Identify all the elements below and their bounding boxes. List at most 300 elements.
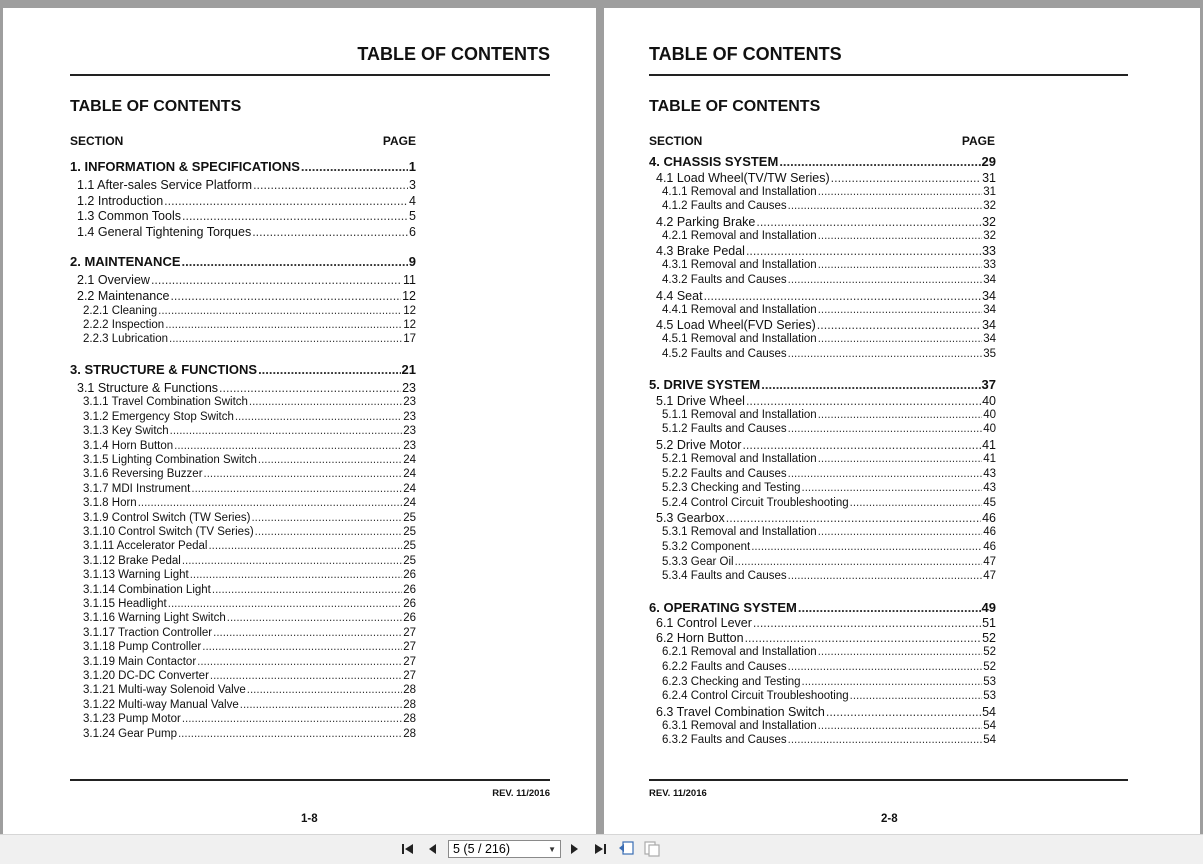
toc-subsection-entry[interactable]	[656, 631, 996, 645]
toc-entry-page: 23	[402, 380, 416, 395]
toc-entry-title: 5.2.4 Control Circuit Troubleshooting	[662, 496, 849, 509]
toc-entry-page: 27	[403, 641, 416, 654]
dot-leader	[788, 570, 983, 582]
toc-item-entry[interactable]	[662, 720, 996, 732]
previous-page-icon[interactable]	[422, 840, 442, 858]
dot-leader	[850, 497, 983, 509]
toc-entry-title: 3.1.23 Pump Motor	[83, 713, 181, 726]
dot-leader	[178, 728, 402, 740]
dot-leader	[831, 171, 981, 185]
toc-item-entry[interactable]	[83, 612, 416, 624]
toc-entry-title: 3.1.19 Main Contactor	[83, 655, 197, 668]
toc-entry-title: 3.1.14 Combination Light	[83, 583, 211, 596]
toc-entry-page: 23	[403, 439, 416, 452]
page-selector[interactable]	[448, 840, 561, 858]
toc-entry-title: 4.2 Parking Brake	[656, 214, 756, 229]
toc-item-entry[interactable]	[662, 556, 996, 568]
toc-entry-page: 23	[403, 410, 416, 423]
toc-entry-title: 6.2.2 Faults and Causes	[662, 660, 787, 673]
toc-entry-page: 47	[983, 555, 996, 568]
dot-leader	[850, 690, 983, 702]
dot-leader	[818, 453, 982, 465]
toc-entry-title: 3.1.20 DC-DC Converter	[83, 670, 209, 682]
toc-entry-title: 5.3 Gearbox	[656, 511, 725, 526]
toc-item-entry[interactable]	[662, 333, 996, 345]
toc-entry-title: 5.1.2 Faults and Causes	[662, 423, 787, 436]
toc-entry-page: 46	[983, 541, 996, 553]
dot-leader	[726, 511, 981, 525]
dot-leader	[208, 540, 402, 552]
page-column-label: PAGE	[961, 134, 995, 148]
header-divider	[70, 74, 550, 76]
toc-entry-page: 33	[982, 244, 996, 259]
toc-section-entry[interactable]	[649, 600, 996, 615]
toc-item-entry[interactable]	[83, 333, 416, 345]
toc-entry-title: 3.1.6 Reversing Buzzer	[83, 468, 203, 481]
toc-item-entry[interactable]	[83, 305, 416, 317]
toc-entry-page: 27	[403, 670, 416, 682]
toc-entry-page: 12	[403, 319, 416, 331]
toc-entry-title: 3.1.9 Control Switch (TW Series)	[83, 511, 251, 524]
footer-divider	[649, 779, 1128, 781]
left-page	[3, 8, 596, 834]
toc-entry-title: 2.2.1 Cleaning	[83, 304, 158, 317]
toc-entry-page: 43	[983, 482, 996, 495]
toc-entry-title: 5.3.2 Component	[662, 541, 751, 553]
dot-leader	[788, 348, 983, 360]
toc-entry-title: 6.3.2 Faults and Causes	[662, 734, 787, 747]
dot-leader	[788, 274, 983, 286]
toc-entry-page: 5	[409, 209, 416, 224]
toc-entry-page: 53	[983, 675, 996, 688]
toc-entry-page: 24	[403, 468, 416, 481]
toc-item-entry[interactable]	[662, 423, 996, 435]
toc-item-entry[interactable]	[83, 497, 416, 509]
dot-leader	[191, 483, 402, 495]
toc-item-entry[interactable]	[83, 319, 416, 331]
toc-entry-page: 28	[403, 684, 416, 697]
toc-section-entry[interactable]	[70, 159, 416, 174]
dot-leader	[818, 186, 982, 198]
toc-item-entry[interactable]	[83, 699, 416, 711]
toc-entry-title: 3.1.13 Warning Light	[83, 569, 189, 582]
first-page-icon[interactable]	[398, 840, 418, 858]
toc-entry-title: 3.1.18 Pump Controller	[83, 641, 202, 654]
toc-entry-title: 3.1.4 Horn Button	[83, 439, 174, 452]
toc-entry-title: 4.4.1 Removal and Installation	[662, 303, 817, 316]
toc-entry-title: 1.4 General Tightening Torques	[77, 224, 252, 239]
dot-leader	[826, 705, 981, 719]
toc-entry-title: 3.1.12 Brake Pedal	[83, 554, 181, 567]
toc-item-entry[interactable]	[662, 348, 996, 360]
toc-entry-page: 51	[982, 616, 996, 631]
toc-entry-title: 5.2.2 Faults and Causes	[662, 467, 787, 480]
toc-item-entry[interactable]	[662, 409, 996, 421]
dot-leader	[746, 244, 981, 258]
toc-section-entry[interactable]	[649, 377, 996, 392]
toc-entry-page: 40	[983, 423, 996, 436]
toc-entry-title: 3.1.11 Accelerator Pedal	[83, 540, 208, 553]
toc-section-entry[interactable]	[70, 362, 416, 377]
dot-leader	[168, 598, 402, 610]
toc-subsection-entry[interactable]	[656, 215, 996, 229]
toc-entry-title: 4.1.1 Removal and Installation	[662, 185, 817, 198]
toc-item-entry[interactable]	[83, 396, 416, 408]
toc-entry-page: 32	[983, 229, 996, 242]
toc-entry-page: 24	[403, 454, 416, 466]
toc-entry-title: 4.5.2 Faults and Causes	[662, 347, 787, 360]
toc-entry-title: 3.1.21 Multi-way Solenoid Valve	[83, 684, 246, 697]
toc-item-entry[interactable]	[662, 468, 996, 480]
dot-leader	[235, 411, 402, 423]
toc-subsection-entry[interactable]	[656, 705, 996, 719]
toc-item-entry[interactable]	[662, 661, 996, 673]
toc-entry-page: 26	[403, 583, 416, 596]
toc-item-entry[interactable]	[662, 482, 996, 494]
toc-entry-title: 6.3.1 Removal and Installation	[662, 719, 817, 732]
toc-item-entry[interactable]	[662, 200, 996, 212]
toc-entry-page: 43	[983, 467, 996, 480]
toc-entry-title: 4.5 Load Wheel(FVD Series)	[656, 318, 816, 333]
dot-leader	[182, 254, 408, 269]
dot-leader	[182, 209, 408, 223]
toc-subsection-entry[interactable]	[656, 318, 996, 332]
toc-item-entry[interactable]	[83, 454, 416, 466]
dot-leader	[169, 333, 402, 345]
toc-item-entry[interactable]	[83, 555, 416, 567]
toc-entry-title: 3.1.24 Gear Pump	[83, 727, 177, 740]
toc-subsection-entry[interactable]	[77, 289, 416, 303]
dot-leader	[255, 526, 403, 538]
toc-item-entry[interactable]	[662, 541, 996, 553]
dot-leader	[197, 656, 402, 668]
toc-entry-title: 4. CHASSIS SYSTEM	[649, 154, 779, 169]
viewer-top-strip	[0, 0, 1203, 8]
toc-section-entry[interactable]	[70, 254, 416, 269]
toc-entry-title: 3.1.22 Multi-way Manual Valve	[83, 698, 239, 711]
toc-entry-page: 41	[982, 438, 996, 452]
toc-entry-title: 4.3.1 Removal and Installation	[662, 259, 817, 272]
toc-entry-title: 6.1 Control Lever	[656, 616, 752, 631]
toc-entry-page: 34	[982, 318, 996, 333]
toc-entry-page: 54	[983, 734, 996, 747]
dot-leader	[818, 526, 982, 538]
chevron-down-icon: ▼	[548, 845, 556, 854]
dot-leader	[818, 230, 982, 242]
dot-leader	[258, 362, 400, 377]
toc-entry-page: 45	[983, 496, 996, 509]
revision-label: REV. 11/2016	[649, 788, 707, 799]
dot-leader	[219, 381, 401, 395]
toc-item-entry[interactable]	[83, 569, 416, 581]
toc-entry-title: 1.2 Introduction	[77, 193, 164, 208]
dot-leader	[213, 627, 402, 639]
toc-entry-page: 52	[983, 646, 996, 659]
toc-item-entry[interactable]	[83, 512, 416, 524]
toc-subsection-entry[interactable]	[77, 209, 416, 223]
dot-leader	[240, 699, 402, 711]
toc-entry-title: 1.1 After-sales Service Platform	[77, 178, 253, 192]
toc-item-entry[interactable]	[662, 497, 996, 509]
toc-entry-title: 4.1 Load Wheel(TV/TW Series)	[656, 170, 830, 185]
toc-entry-title: 2.2 Maintenance	[77, 289, 170, 303]
forward-view-icon[interactable]	[642, 840, 662, 858]
toc-item-entry[interactable]	[83, 425, 416, 437]
toc-entry-title: 5.1.1 Removal and Installation	[662, 408, 817, 421]
toc-subsection-entry[interactable]	[77, 381, 416, 395]
revision-label: REV. 11/2016	[492, 788, 550, 799]
toc-subsection-entry[interactable]	[77, 225, 416, 239]
toc-entry-title: 3.1 Structure & Functions	[77, 380, 219, 395]
toc-entry-page: 40	[982, 393, 996, 408]
dot-leader	[788, 423, 983, 435]
back-view-icon[interactable]	[617, 840, 637, 858]
dot-leader	[818, 259, 982, 271]
toc-item-entry[interactable]	[83, 728, 416, 740]
toc-entry-page: 54	[982, 704, 996, 719]
toc-subsection-entry[interactable]	[77, 194, 416, 208]
toc-entry-page: 26	[403, 598, 416, 610]
dot-leader	[788, 661, 983, 673]
right-page	[604, 8, 1200, 834]
toc-entry-page: 24	[403, 482, 416, 495]
toc-item-entry[interactable]	[83, 468, 416, 480]
dot-leader	[204, 468, 403, 480]
toc-entry-page: 46	[983, 526, 996, 539]
toc-item-entry[interactable]	[83, 526, 416, 538]
toc-item-entry[interactable]	[662, 304, 996, 316]
toc-item-entry[interactable]	[83, 440, 416, 452]
dot-leader	[802, 676, 983, 688]
toc-entry-page: 47	[983, 570, 996, 583]
dot-leader	[165, 319, 402, 331]
toc-entry-title: 4.1.2 Faults and Causes	[662, 200, 787, 213]
toc-entry-title: 2. MAINTENANCE	[70, 254, 181, 270]
toc-subsection-entry[interactable]	[77, 273, 416, 287]
next-page-icon[interactable]	[565, 840, 585, 858]
dot-leader	[301, 159, 408, 174]
toc-item-entry[interactable]	[662, 230, 996, 242]
toc-entry-page: 46	[982, 511, 996, 526]
dot-leader	[735, 556, 983, 568]
dot-leader	[138, 497, 403, 509]
toc-entry-page: 31	[982, 170, 996, 185]
dot-leader	[251, 512, 402, 524]
toc-subsection-entry[interactable]	[656, 438, 996, 452]
toc-subtitle: TABLE OF CONTENTS	[649, 98, 821, 115]
toc-entry-title: 5.1 Drive Wheel	[656, 393, 745, 408]
dot-leader	[779, 154, 980, 169]
section-column-label: SECTION	[649, 134, 703, 148]
toc-item-entry[interactable]	[83, 670, 416, 682]
toc-entry-page: 34	[983, 333, 996, 346]
toc-entry-title: 3.1.3 Key Switch	[83, 425, 169, 438]
dot-leader	[788, 468, 983, 480]
toc-entry-title: 5.3.4 Faults and Causes	[662, 570, 787, 583]
toc-entry-title: 3.1.8 Horn	[83, 497, 137, 510]
page-indicator: 5 (5 / 216)	[453, 842, 510, 856]
last-page-icon[interactable]	[590, 840, 610, 858]
toc-item-entry[interactable]	[83, 411, 416, 423]
toc-entry-title: 3.1.15 Headlight	[83, 598, 167, 610]
toc-entry-page: 34	[982, 288, 996, 303]
toc-entry-page: 12	[402, 289, 416, 303]
dot-leader	[756, 215, 981, 229]
toc-entry-page: 27	[403, 626, 416, 639]
toc-item-entry[interactable]	[662, 526, 996, 538]
toc-entry-title: 6.2.4 Control Circuit Troubleshooting	[662, 690, 849, 703]
toc-entry-page: 54	[983, 719, 996, 732]
toc-entry-page: 29	[981, 154, 996, 169]
toc-item-entry[interactable]	[662, 274, 996, 286]
toc-entry-page: 34	[983, 273, 996, 286]
dot-leader	[210, 670, 402, 682]
toc-subsection-entry[interactable]	[656, 244, 996, 258]
toc-item-entry[interactable]	[83, 584, 416, 596]
toc-item-entry[interactable]	[662, 676, 996, 688]
dot-leader	[247, 684, 402, 696]
toc-entry-title: 3.1.16 Warning Light Switch	[83, 612, 226, 625]
dot-leader	[227, 612, 402, 624]
toc-entry-title: 6.2 Horn Button	[656, 631, 744, 646]
dot-leader	[817, 318, 981, 332]
dot-leader	[798, 600, 981, 615]
dot-leader	[751, 541, 982, 553]
toc-entry-title: 1. INFORMATION & SPECIFICATIONS	[70, 159, 300, 174]
toc-entry-page: 26	[403, 569, 416, 582]
toc-item-entry[interactable]	[83, 656, 416, 668]
toc-entry-title: 2.1 Overview	[77, 273, 150, 288]
toc-entry-page: 17	[403, 333, 416, 346]
toc-entry-page: 24	[403, 497, 416, 510]
toc-entry-title: 2.2.3 Lubrication	[83, 333, 169, 346]
toc-entry-title: 6.2.1 Removal and Installation	[662, 646, 817, 659]
toc-entry-title: 4.2.1 Removal and Installation	[662, 229, 817, 242]
dot-leader	[258, 454, 402, 466]
toc-subsection-entry[interactable]	[656, 511, 996, 525]
toc-item-entry[interactable]	[83, 641, 416, 653]
toc-entry-title: 6.2.3 Checking and Testing	[662, 675, 801, 688]
toc-entry-title: 4.4 Seat	[656, 288, 703, 303]
toc-entry-title: 4.5.1 Removal and Installation	[662, 333, 817, 346]
dot-leader	[252, 225, 408, 239]
toc-subsection-entry[interactable]	[656, 289, 996, 303]
dot-leader	[170, 425, 403, 437]
toc-entry-page: 21	[401, 361, 416, 377]
toc-entry-page: 4	[409, 193, 416, 208]
page-number: 1-8	[301, 813, 318, 825]
toc-subsection-entry[interactable]	[77, 178, 416, 192]
toc-subsection-entry[interactable]	[656, 616, 996, 630]
toc-section-entry[interactable]	[649, 154, 996, 169]
dot-leader	[818, 409, 982, 421]
toc-entry-page: 41	[983, 453, 996, 465]
toc-entry-title: 3.1.2 Emergency Stop Switch	[83, 410, 234, 423]
toc-item-entry[interactable]	[83, 540, 416, 552]
page-column-label: PAGE	[382, 134, 416, 148]
dot-leader	[818, 304, 982, 316]
toc-entry-title: 5.2.1 Removal and Installation	[662, 453, 817, 465]
toc-subsection-entry[interactable]	[656, 171, 996, 185]
toc-entry-page: 32	[983, 200, 996, 213]
toc-entry-page: 37	[981, 377, 996, 393]
toc-entry-title: 1.3 Common Tools	[77, 209, 181, 224]
page-number: 2-8	[881, 813, 898, 825]
dot-leader	[202, 641, 402, 653]
toc-entry-page: 9	[408, 254, 416, 270]
dot-leader	[818, 720, 982, 732]
dot-leader	[745, 631, 982, 645]
dot-leader	[788, 200, 983, 212]
toc-item-entry[interactable]	[662, 690, 996, 702]
toc-entry-page: 25	[403, 554, 416, 567]
footer-divider	[70, 779, 550, 781]
dot-leader	[164, 194, 408, 208]
dot-leader	[212, 584, 402, 596]
toc-entry-page: 11	[403, 273, 416, 288]
toc-subsection-entry[interactable]	[656, 394, 996, 408]
toc-entry-page: 23	[403, 396, 416, 409]
toc-item-entry[interactable]	[662, 453, 996, 465]
toc-entry-title: 3. STRUCTURE & FUNCTIONS	[70, 361, 258, 377]
dot-leader	[182, 555, 402, 567]
toc-item-entry[interactable]	[662, 259, 996, 271]
viewer-toolbar	[0, 834, 1203, 864]
toc-item-entry[interactable]	[662, 186, 996, 198]
dot-leader	[742, 438, 981, 452]
dot-leader	[151, 273, 402, 287]
toc-item-entry[interactable]	[662, 734, 996, 746]
dot-leader	[158, 305, 402, 317]
toc-item-entry[interactable]	[662, 646, 996, 658]
header-divider	[649, 74, 1128, 76]
toc-entry-title: 5.2 Drive Motor	[656, 438, 742, 452]
toc-entry-page: 34	[983, 303, 996, 316]
toc-entry-title: 5.3.3 Gear Oil	[662, 555, 734, 568]
toc-item-entry[interactable]	[83, 713, 416, 725]
dot-leader	[170, 289, 401, 303]
toc-entry-title: 3.1.1 Travel Combination Switch	[83, 396, 248, 409]
toc-entry-title: 5. DRIVE SYSTEM	[649, 377, 761, 393]
toc-entry-title: 2.2.2 Inspection	[83, 319, 165, 331]
dot-leader	[704, 289, 982, 303]
toc-entry-page: 6	[409, 224, 416, 239]
toc-entry-page: 32	[982, 214, 996, 229]
toc-entry-page: 40	[983, 408, 996, 421]
toc-entry-page: 52	[982, 631, 996, 646]
toc-entry-page: 12	[403, 304, 416, 317]
toc-entry-page: 33	[983, 259, 996, 272]
toc-entry-title: 6. OPERATING SYSTEM	[649, 599, 797, 615]
dot-leader	[753, 616, 981, 630]
toc-entry-title: 3.1.10 Control Switch (TV Series)	[83, 526, 254, 538]
toc-entry-title: 3.1.7 MDI Instrument	[83, 482, 191, 495]
toc-entry-page: 25	[403, 526, 416, 538]
toc-item-entry[interactable]	[83, 627, 416, 639]
toc-entry-page: 35	[983, 347, 996, 360]
toc-item-entry[interactable]	[83, 684, 416, 696]
toc-item-entry[interactable]	[83, 598, 416, 610]
toc-entry-page: 1	[408, 159, 416, 174]
toc-item-entry[interactable]	[83, 483, 416, 495]
toc-entry-page: 28	[403, 713, 416, 726]
section-column-label: SECTION	[70, 134, 124, 148]
toc-item-entry[interactable]	[662, 570, 996, 582]
dot-leader	[788, 734, 983, 746]
toc-entry-title: 5.2.3 Checking and Testing	[662, 482, 801, 495]
toc-entry-title: 5.3.1 Removal and Installation	[662, 526, 817, 539]
toc-entry-page: 25	[403, 511, 416, 524]
